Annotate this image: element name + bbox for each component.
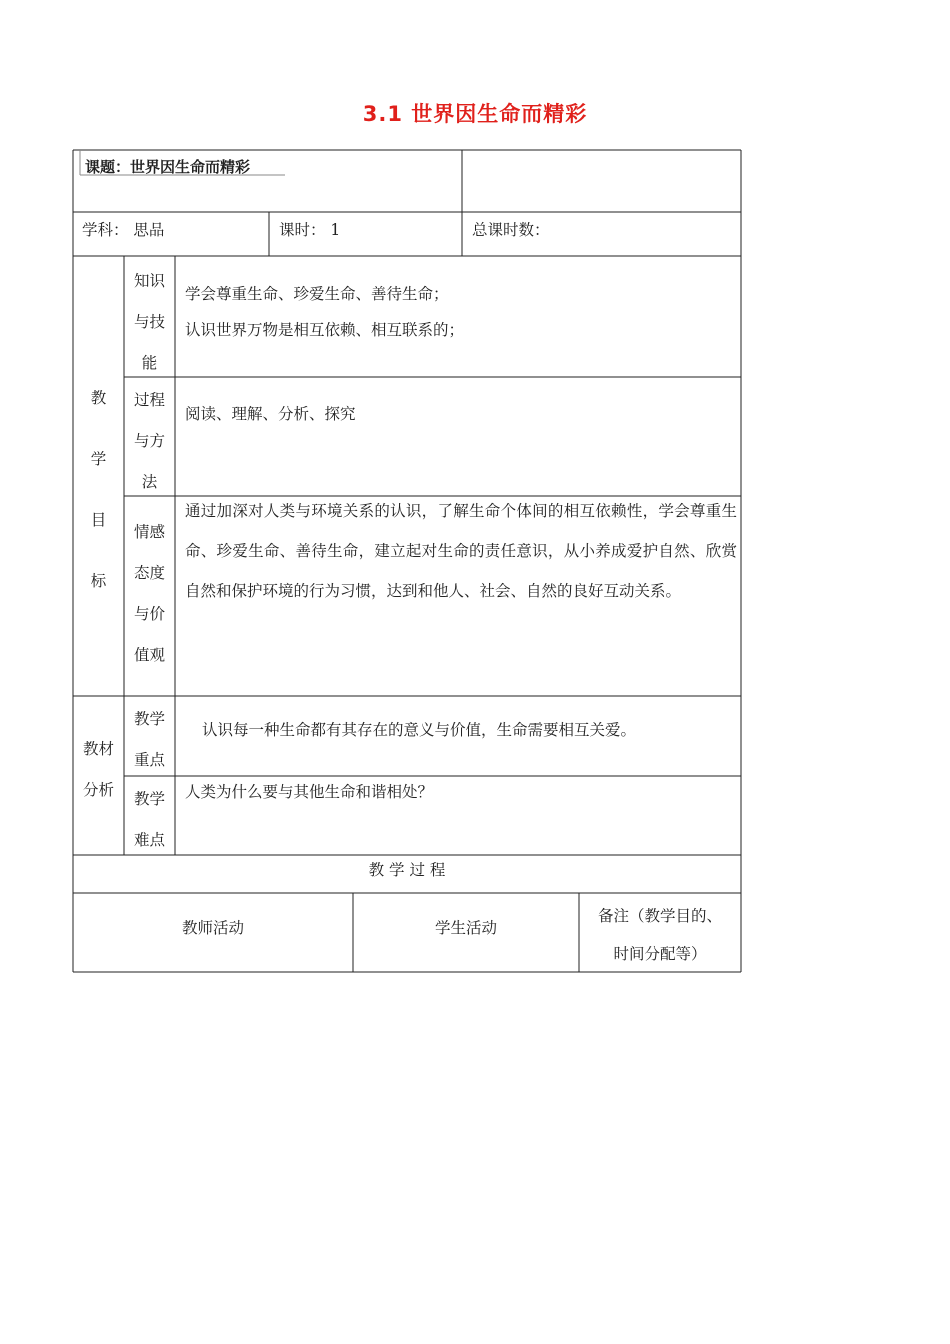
key-point-label: 教学 重点 bbox=[133, 710, 165, 769]
process-label: 过程 与方 法 bbox=[133, 391, 165, 491]
knowledge-label: 知识 与技 能 bbox=[133, 272, 165, 372]
topic-label: 课题：世界因生命而精彩 bbox=[85, 158, 251, 176]
student-activity-header: 学生活动 bbox=[434, 919, 497, 937]
teacher-activity-header: 教师活动 bbox=[181, 919, 244, 937]
emotion-label: 情感 态度 与价 值观 bbox=[133, 523, 165, 664]
knowledge-line-1: 学会尊重生命、珍爱生命、善待生命； bbox=[185, 285, 449, 303]
analysis-section-label: 教材 分析 bbox=[82, 740, 114, 799]
total-periods-cell: 总课时数： bbox=[472, 221, 550, 239]
subject-cell: 学科： 思品 bbox=[82, 221, 165, 239]
difficult-point-text: 人类为什么要与其他生命和谐相处？ bbox=[185, 783, 434, 801]
goals-section-label: 教 学 目 标 bbox=[90, 389, 107, 590]
emotion-text: 通过加深对人类与环境关系的认识，了解生命个体间的相互依赖性，学会尊重生命、珍爱生命、善待生命，建立起对生命的责任意识，从小养成爱护自然、欣赏自然和保护环境的行为习惯，达到和他人、社会、自然的良好互动关系。 bbox=[185, 502, 737, 600]
notes-header: 备注（教学目的、 时间分配等） bbox=[597, 907, 722, 963]
difficult-point-label: 教学 难点 bbox=[133, 790, 165, 849]
page-title: 3.1 世界因生命而精彩 bbox=[362, 102, 588, 126]
period-cell: 课时： 1 bbox=[279, 221, 341, 239]
teaching-process-header: 教 学 过 程 bbox=[368, 861, 446, 879]
knowledge-line-2: 认识世界万物是相互依赖、相互联系的； bbox=[185, 321, 465, 339]
process-text: 阅读、理解、分析、探究 bbox=[185, 405, 356, 423]
key-point-text: 认识每一种生命都有其存在的意义与价值，生命需要相互关爱。 bbox=[202, 721, 637, 739]
